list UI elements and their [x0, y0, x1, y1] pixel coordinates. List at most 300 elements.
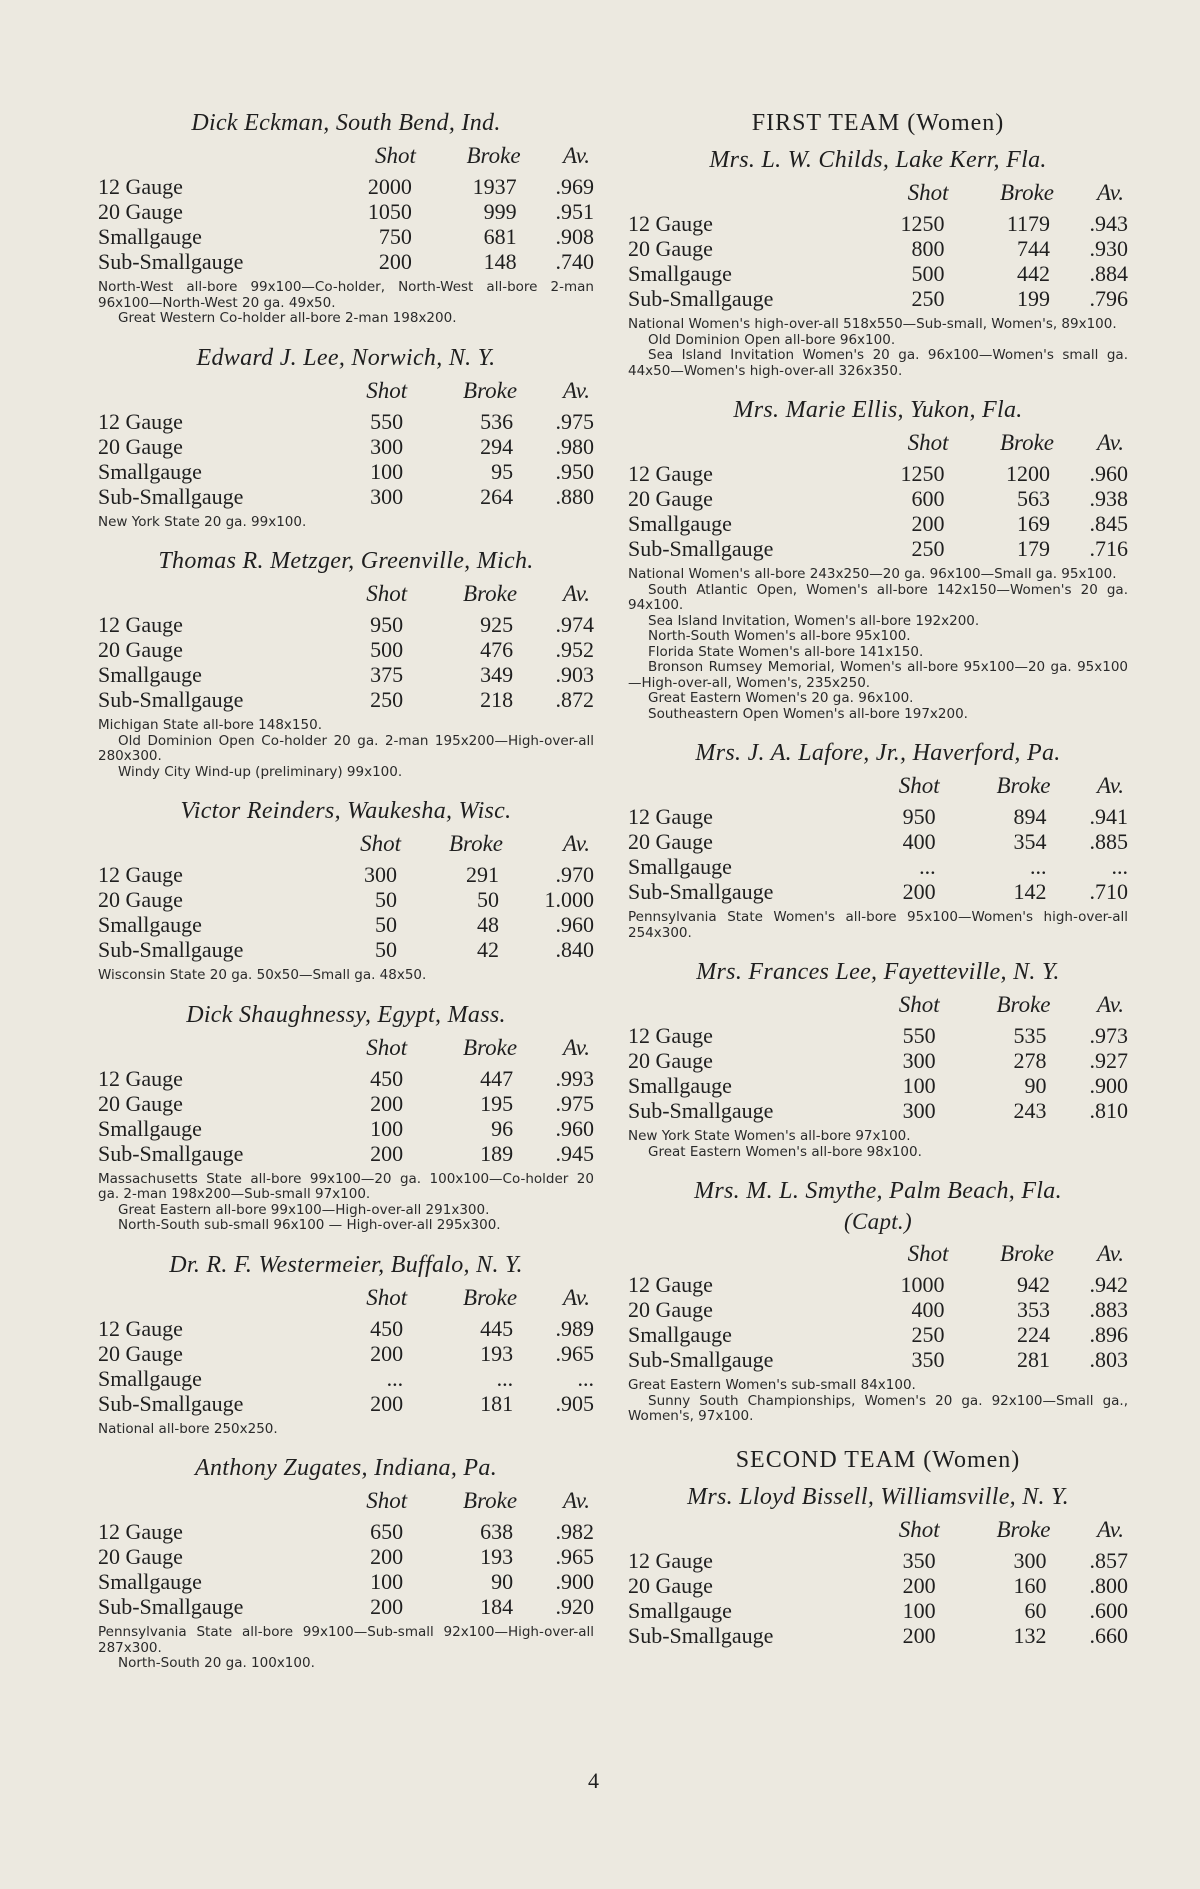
achievement-note: Pennsylvania State all-bore 99x100—Sub-small 92x100—High-over-all 287x300.	[98, 1624, 594, 1656]
score-header-row	[98, 581, 594, 612]
score-row	[98, 1519, 594, 1544]
score-row	[98, 1116, 594, 1141]
broke-value: 148	[483, 249, 517, 274]
broke-value: 50	[477, 887, 500, 912]
score-row	[628, 1347, 1128, 1372]
shot-value: 1000	[900, 1272, 945, 1297]
achievement-note: Massachusetts State all-bore 99x100—20 ga. 100x100—Co-holder 20 ga. 2-man 198x200—Sub-small 97x100.	[98, 1170, 594, 1202]
average-value: .810	[1089, 1098, 1128, 1123]
average-value: .900	[555, 1569, 594, 1594]
shooter-name	[98, 345, 594, 372]
header-av: Av.	[562, 1034, 590, 1060]
score-row	[628, 879, 1128, 904]
score-header-row	[628, 180, 1128, 211]
average-value: .803	[1089, 1347, 1128, 1372]
header-broke: Broke	[466, 143, 521, 168]
shooter-name-text: Mrs. Lloyd Bissell, Williamsville, N. Y.	[687, 1483, 1069, 1510]
average-value: .885	[1089, 829, 1128, 854]
broke-value: 291	[466, 862, 500, 887]
score-row	[98, 1066, 594, 1091]
broke-value: 1200	[1006, 461, 1051, 486]
achievement-notes	[628, 1129, 1128, 1160]
header-broke: Broke	[463, 1488, 518, 1513]
shot-value: 100	[370, 458, 404, 484]
achievement-notes	[98, 718, 594, 780]
gauge-label: Sub-Smallgauge	[628, 286, 774, 311]
score-row	[628, 236, 1128, 261]
shooter-name-text: Mrs. Marie Ellis, Yukon, Fla.	[733, 397, 1023, 423]
header-blank	[628, 430, 858, 461]
broke-value: 264	[480, 483, 514, 509]
score-row	[628, 511, 1128, 536]
gauge-label: Smallgauge	[628, 261, 732, 286]
score-row	[98, 1544, 594, 1569]
average-value: .903	[555, 662, 594, 687]
average-value: .857	[1089, 1547, 1128, 1573]
average-value: .938	[1089, 486, 1128, 511]
gauge-label: 12 Gauge	[98, 1315, 183, 1341]
first-team-heading: FIRST TEAM (Women)	[751, 110, 1005, 136]
achievement-note: Sunny South Championships, Women's 20 ga. 92x100—Small ga., Women's, 97x100.	[628, 1392, 1128, 1424]
score-row	[628, 1073, 1128, 1098]
score-header-row	[628, 430, 1128, 461]
shot-value: 1250	[900, 461, 945, 486]
score-row	[628, 461, 1128, 486]
achievement-notes	[98, 1172, 594, 1234]
achievement-note: National Women's high-over-all 518x550—Sub-small, Women's, 89x100.	[628, 316, 1117, 332]
shot-value: 250	[370, 687, 404, 712]
score-row	[628, 1573, 1128, 1598]
score-row	[628, 1098, 1128, 1123]
broke-value: 278	[1013, 1048, 1047, 1073]
shooter-name-text: Mrs. J. A. Lafore, Jr., Haverford, Pa.	[695, 740, 1061, 766]
average-value: .982	[555, 1519, 594, 1544]
shot-value: 250	[911, 536, 945, 561]
shot-value: 200	[370, 1090, 404, 1116]
shooter-name-text: Mrs. Frances Lee, Fayetteville, N. Y.	[696, 959, 1060, 985]
shooter-record	[98, 798, 594, 984]
achievement-note: North-West all-bore 99x100—Co-holder, North-West all-bore 2-man 96x100—North-West 20 ga. 49x50.	[98, 279, 594, 311]
score-table	[98, 143, 594, 274]
average-value: 1.000	[544, 887, 594, 912]
shot-value: 300	[370, 433, 404, 459]
shot-value: 600	[911, 486, 945, 511]
header-shot: Shot	[360, 831, 402, 856]
achievement-note: Old Dominion Open all-bore 96x100.	[648, 331, 896, 348]
second-team-heading: SECOND TEAM (Women)	[735, 1446, 1021, 1473]
score-row	[98, 1316, 594, 1341]
header-av: Av.	[562, 1488, 590, 1513]
gauge-label: 20 Gauge	[98, 433, 183, 459]
average-value: .965	[555, 1340, 594, 1366]
score-row	[98, 1569, 594, 1594]
score-table	[98, 1285, 594, 1416]
shooter-record	[628, 1484, 1128, 1648]
shooter-name-text: Mrs. L. W. Childs, Lake Kerr, Fla.	[709, 147, 1047, 173]
score-row	[98, 409, 594, 434]
gauge-label: 12 Gauge	[98, 408, 183, 434]
achievement-notes	[98, 1625, 594, 1672]
header-av: Av.	[1096, 1241, 1124, 1266]
achievement-note: New York State Women's all-bore 97x100.	[628, 1128, 911, 1144]
shooter-name-text: Dick Shaughnessy, Egypt, Mass.	[186, 1001, 506, 1028]
shooter-record	[98, 1252, 594, 1438]
achievement-note: Wisconsin State 20 ga. 50x50—Small ga. 48x50.	[98, 967, 427, 983]
score-table	[628, 180, 1128, 311]
shooter-name-text: Dick Eckman, South Bend, Ind.	[191, 110, 501, 136]
shooter-name-text: Edward J. Lee, Norwich, N. Y.	[196, 344, 496, 371]
score-row	[98, 912, 594, 937]
shot-value: 200	[902, 1572, 936, 1598]
broke-value: 563	[1017, 486, 1051, 511]
gauge-label: Sub-Smallgauge	[628, 1098, 774, 1123]
score-row	[98, 1391, 594, 1416]
average-value: .905	[555, 1390, 594, 1416]
average-value: .952	[555, 637, 594, 662]
average-value: .800	[1089, 1572, 1128, 1598]
shot-value: 100	[370, 1115, 404, 1141]
score-table	[628, 430, 1128, 561]
average-value: .872	[555, 687, 594, 712]
average-value: .950	[555, 458, 594, 484]
header-blank	[98, 1488, 326, 1519]
header-shot: Shot	[366, 377, 408, 403]
shot-value: 200	[370, 1544, 404, 1569]
score-row	[628, 1297, 1128, 1322]
gauge-label: 20 Gauge	[628, 236, 713, 261]
shooter-record	[628, 1178, 1128, 1425]
shot-value: 350	[911, 1347, 945, 1372]
shot-value: 200	[370, 1340, 404, 1366]
average-value: .975	[555, 1090, 594, 1116]
achievement-note: National Women's all-bore 243x250—20 ga. 96x100—Small ga. 95x100.	[628, 566, 1117, 582]
shooter-name	[98, 1252, 594, 1279]
shot-value: 300	[902, 1098, 936, 1123]
shooter-name-text: Mrs. M. L. Smythe, Palm Beach, Fla.	[694, 1178, 1062, 1204]
gauge-label: 12 Gauge	[98, 174, 183, 199]
score-row	[98, 1366, 594, 1391]
average-value: .884	[1089, 261, 1128, 286]
achievement-note: Bronson Rumsey Memorial, Women's all-bore 95x100—20 ga. 95x100—High-over-all, Women's, 235x250.	[628, 659, 1128, 691]
average-value: .989	[555, 1315, 594, 1341]
header-broke: Broke	[463, 581, 518, 606]
score-row	[628, 1322, 1128, 1347]
gauge-label: 12 Gauge	[98, 1519, 183, 1544]
header-shot: Shot	[366, 1034, 408, 1060]
shot-value: 300	[364, 862, 398, 887]
broke-value: 199	[1017, 286, 1051, 311]
shooter-record	[628, 147, 1128, 379]
average-value: .710	[1089, 879, 1128, 904]
gauge-label: 12 Gauge	[628, 1272, 713, 1297]
header-blank	[628, 992, 858, 1023]
score-header-row	[628, 1517, 1128, 1548]
gauge-label: 12 Gauge	[98, 862, 183, 887]
broke-value: 281	[1017, 1347, 1051, 1372]
shooter-name	[628, 397, 1128, 424]
score-row	[628, 829, 1128, 854]
broke-value: 476	[480, 637, 514, 662]
average-value: .965	[555, 1544, 594, 1569]
shooter-record	[98, 548, 594, 780]
gauge-label: 12 Gauge	[628, 1023, 713, 1048]
header-shot: Shot	[907, 1241, 949, 1266]
average-value: .840	[555, 937, 594, 962]
achievement-note: Great Eastern Women's sub-small 84x100.	[628, 1377, 916, 1393]
broke-value: 193	[480, 1544, 514, 1569]
shot-value: 1050	[367, 199, 412, 224]
average-value: ...	[1111, 854, 1128, 879]
score-row	[628, 854, 1128, 879]
header-blank	[628, 180, 858, 211]
shooter-name-text: Anthony Zugates, Indiana, Pa.	[194, 1455, 497, 1481]
score-row	[98, 1341, 594, 1366]
header-blank	[98, 378, 326, 409]
shot-value: ...	[919, 854, 936, 879]
broke-value: 442	[1017, 261, 1051, 286]
header-av: Av.	[1096, 773, 1124, 798]
shooter-name	[628, 1178, 1128, 1235]
achievement-notes	[628, 910, 1128, 941]
achievement-notes	[98, 280, 594, 327]
shot-value: 200	[911, 511, 945, 536]
achievement-note: Pennsylvania State Women's all-bore 95x100—Women's high-over-all 254x300.	[628, 909, 1128, 941]
gauge-label: 20 Gauge	[98, 199, 183, 224]
score-row	[628, 1023, 1128, 1048]
header-broke: Broke	[996, 773, 1051, 798]
gauge-label: 20 Gauge	[628, 1572, 713, 1598]
score-row	[98, 862, 594, 887]
broke-value: 445	[480, 1315, 514, 1341]
gauge-label: 12 Gauge	[628, 211, 713, 236]
score-row	[98, 1091, 594, 1116]
average-value: .970	[555, 862, 594, 887]
average-value: .845	[1089, 511, 1128, 536]
broke-value: 90	[491, 1569, 514, 1594]
score-header-row	[628, 992, 1128, 1023]
header-broke: Broke	[996, 1516, 1051, 1542]
gauge-label: Sub-Smallgauge	[628, 1622, 774, 1648]
broke-value: 243	[1013, 1098, 1047, 1123]
score-row	[98, 637, 594, 662]
header-av: Av.	[562, 1284, 590, 1310]
broke-value: 42	[477, 937, 500, 962]
gauge-label: Smallgauge	[628, 1322, 732, 1347]
score-header-row	[98, 378, 594, 409]
broke-value: 894	[1013, 804, 1047, 829]
score-row	[98, 662, 594, 687]
header-blank	[628, 1241, 858, 1272]
shot-value: 200	[370, 1140, 404, 1166]
achievement-note: Florida State Women's all-bore 141x150.	[648, 643, 924, 660]
header-broke: Broke	[448, 831, 504, 856]
shot-value: 400	[911, 1297, 945, 1322]
score-row	[628, 804, 1128, 829]
header-shot: Shot	[907, 180, 949, 205]
average-value: .908	[555, 224, 594, 249]
score-table	[98, 1488, 594, 1619]
achievement-note: Old Dominion Open Co-holder 20 ga. 2-man 195x200—High-over-all 280x300.	[98, 732, 594, 764]
shot-value: 100	[902, 1597, 936, 1623]
second-team-list	[628, 1484, 1128, 1648]
broke-value: 681	[483, 224, 517, 249]
score-row	[98, 174, 594, 199]
broke-value: 300	[1013, 1547, 1047, 1573]
score-row	[98, 887, 594, 912]
score-row	[628, 1623, 1128, 1648]
shooter-name	[628, 1484, 1128, 1511]
average-value: .993	[555, 1065, 594, 1091]
broke-value: 925	[480, 612, 514, 637]
shooter-name	[98, 798, 594, 825]
header-blank	[98, 1035, 326, 1066]
score-row	[98, 687, 594, 712]
score-row	[98, 1594, 594, 1619]
achievement-note: Great Eastern Women's 20 ga. 96x100.	[648, 690, 914, 706]
shot-value: 450	[370, 1065, 404, 1091]
gauge-label: Smallgauge	[98, 912, 202, 937]
achievement-notes	[98, 1422, 594, 1438]
header-blank	[98, 1285, 326, 1316]
shot-value: 375	[370, 662, 404, 687]
shooter-name-text: Thomas R. Metzger, Greenville, Mich.	[158, 548, 534, 574]
broke-value: 184	[480, 1594, 514, 1619]
shot-value: 550	[370, 408, 404, 434]
score-header-row	[98, 1285, 594, 1316]
right-column	[628, 110, 1128, 1666]
score-header-row	[98, 143, 594, 174]
broke-value: 224	[1017, 1322, 1051, 1347]
gauge-label: 20 Gauge	[98, 637, 183, 662]
achievement-note: Great Eastern all-bore 99x100—High-over-all 291x300.	[118, 1201, 490, 1218]
score-row	[628, 1272, 1128, 1297]
shooter-record	[628, 740, 1128, 941]
achievement-notes	[98, 968, 594, 984]
shot-value: 100	[902, 1073, 936, 1098]
shooter-record	[628, 397, 1128, 722]
shot-value: 400	[902, 829, 936, 854]
broke-value: 999	[483, 199, 517, 224]
score-row	[98, 1141, 594, 1166]
average-value: .716	[1089, 536, 1128, 561]
header-shot: Shot	[907, 430, 949, 455]
shooter-name	[98, 1002, 594, 1029]
score-row	[98, 199, 594, 224]
shot-value: 200	[902, 879, 936, 904]
score-table	[98, 831, 594, 962]
broke-value: 96	[491, 1115, 514, 1141]
score-row	[98, 459, 594, 484]
score-row	[628, 1548, 1128, 1573]
shooter-name	[98, 548, 594, 575]
average-value: .896	[1089, 1322, 1128, 1347]
average-value: .960	[555, 1115, 594, 1141]
average-value: .951	[555, 199, 594, 224]
gauge-label: 20 Gauge	[628, 486, 713, 511]
header-av: Av.	[562, 581, 590, 606]
shot-value: 250	[911, 1322, 945, 1347]
header-av: Av.	[1096, 992, 1124, 1017]
score-table	[628, 992, 1128, 1123]
score-row	[98, 249, 594, 274]
header-blank	[628, 773, 858, 804]
achievement-note: Windy City Wind-up (preliminary) 99x100.	[118, 763, 403, 780]
shooter-name	[628, 147, 1128, 174]
average-value: .883	[1089, 1297, 1128, 1322]
score-header-row	[98, 1035, 594, 1066]
page-number: 4	[588, 1768, 599, 1793]
shot-value: 200	[902, 1622, 936, 1648]
broke-value: 142	[1013, 879, 1047, 904]
shot-value: 200	[378, 249, 412, 274]
average-value: .930	[1089, 236, 1128, 261]
header-av: Av.	[562, 377, 590, 403]
score-row	[628, 486, 1128, 511]
score-row	[98, 937, 594, 962]
header-av: Av.	[562, 831, 590, 856]
gauge-label: Sub-Smallgauge	[98, 249, 244, 274]
broke-value: 90	[1024, 1073, 1047, 1098]
shot-value: 300	[370, 483, 404, 509]
gauge-label: Smallgauge	[628, 854, 732, 879]
shot-value: 2000	[367, 174, 412, 199]
average-value: .975	[555, 408, 594, 434]
score-header-row	[98, 831, 594, 862]
shot-value: 500	[911, 261, 945, 286]
average-value: .942	[1089, 1272, 1128, 1297]
average-value: .920	[555, 1594, 594, 1619]
gauge-label: 12 Gauge	[628, 461, 713, 486]
header-shot: Shot	[898, 992, 940, 1017]
gauge-label: Smallgauge	[98, 1115, 202, 1141]
broke-value: 1179	[1006, 211, 1051, 236]
shooter-record	[98, 1002, 594, 1234]
broke-value: 179	[1017, 536, 1051, 561]
header-blank	[98, 581, 326, 612]
broke-value: 942	[1017, 1272, 1051, 1297]
gauge-label: 20 Gauge	[98, 1340, 183, 1366]
gauge-label: Smallgauge	[98, 662, 202, 687]
achievement-notes	[98, 515, 594, 531]
gauge-label: Sub-Smallgauge	[628, 879, 774, 904]
gauge-label: Sub-Smallgauge	[98, 687, 244, 712]
shooter-name-text: Victor Reinders, Waukesha, Wisc.	[180, 798, 512, 824]
achievement-notes	[628, 1378, 1128, 1425]
gauge-label: Smallgauge	[98, 1569, 202, 1594]
shooter-subtitle: (Capt.)	[844, 1209, 912, 1234]
score-row	[628, 1598, 1128, 1623]
shooter-record	[98, 1455, 594, 1672]
header-broke: Broke	[999, 430, 1055, 455]
shot-value: 550	[902, 1023, 936, 1048]
shot-value: 200	[370, 1390, 404, 1416]
broke-value: 181	[480, 1390, 514, 1416]
average-value: .880	[555, 483, 594, 509]
broke-value: 638	[480, 1519, 514, 1544]
gauge-label: Sub-Smallgauge	[98, 1390, 244, 1416]
shot-value: 200	[370, 1594, 404, 1619]
broke-value: 744	[1017, 236, 1051, 261]
gauge-label: 12 Gauge	[628, 804, 713, 829]
gauge-label: Sub-Smallgauge	[98, 483, 244, 509]
achievement-notes	[628, 567, 1128, 722]
average-value: .974	[555, 612, 594, 637]
achievement-note: Great Western Co-holder all-bore 2-man 198x200.	[118, 310, 457, 326]
shot-value: 50	[375, 937, 398, 962]
gauge-label: 20 Gauge	[98, 887, 183, 912]
header-broke: Broke	[999, 1241, 1055, 1266]
shot-value: 250	[911, 286, 945, 311]
